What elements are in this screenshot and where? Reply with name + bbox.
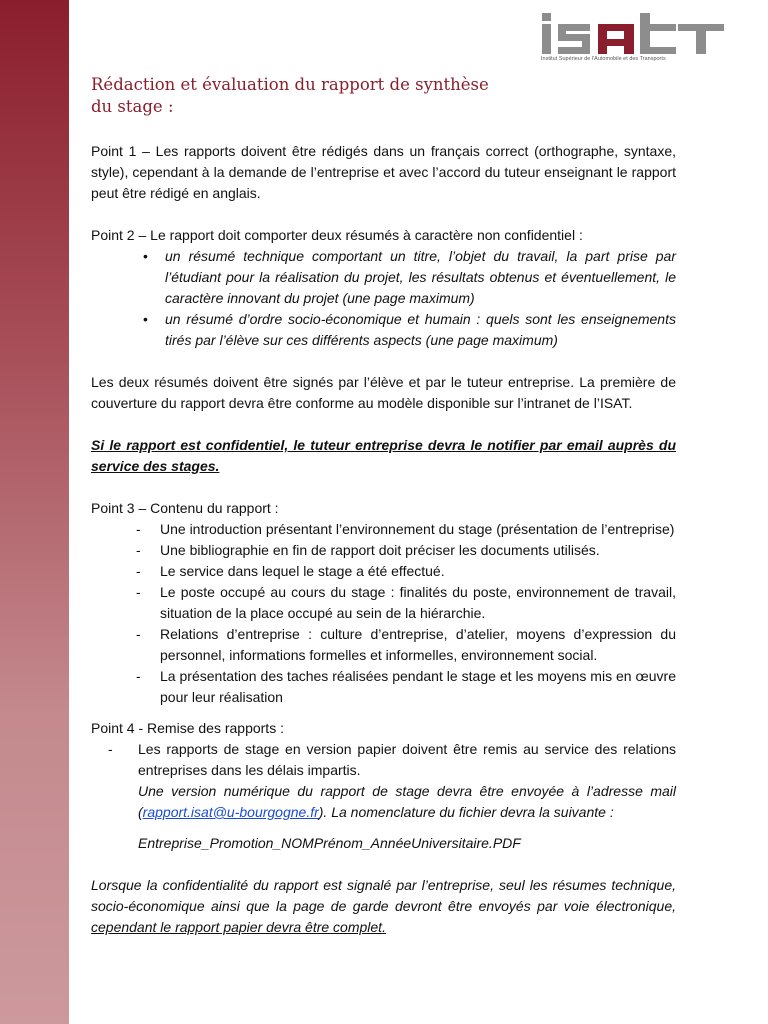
decorative-sidebar	[0, 0, 69, 1024]
title-line-2: du stage :	[91, 97, 174, 116]
numeric-outro: ). La nomenclature du fichier devra la suivante :	[318, 804, 614, 820]
list-item: - Le poste occupé au cours du stage : finalités du poste, environnement de travail, situation de la place occupé au sein de la hiérarchie.	[160, 582, 676, 624]
point-4-heading: Point 4 - Remise des rapports :	[91, 720, 284, 736]
filename-pattern: Entreprise_Promotion_NOMPrénom_AnnéeUniversitaire.PDF	[138, 835, 521, 851]
confidential-note: Si le rapport est confidentiel, le tuteur entreprise devra le notifier par email auprès du service des stages.	[91, 437, 676, 474]
point-1-paragraph: Point 1 – Les rapports doivent être rédigés dans un français correct (orthographe, syntaxe, style), cependant à la demande de l’entreprise et avec l’accord du tuteur enseignant le rapport peut être rédigé en anglais.	[91, 143, 676, 201]
list-item: - Une bibliographie en fin de rapport doit préciser les documents utilisés.	[160, 540, 676, 561]
point-3-heading: Point 3 – Contenu du rapport :	[91, 500, 279, 516]
numeric-version-paragraph	[91, 781, 676, 823]
document-body	[91, 74, 676, 938]
list-item: - La présentation des taches réalisées pendant le stage et les moyens mis en œuvre pour leur réalisation	[160, 666, 676, 708]
point-3-list	[91, 519, 676, 708]
closing-underlined: cependant le rapport papier devra être complet.	[91, 919, 386, 935]
bullet-item: • un résumé d’ordre socio-économique et humain : quels sont les enseignements tirés par l’élève sur ces différents aspects (une page maximum)	[165, 309, 676, 351]
signature-paragraph: Les deux résumés doivent être signés par l’élève et par le tuteur entreprise. La première de couverture du rapport devra être conforme au modèle disponible sur l’intranet de l’ISAT.	[91, 374, 676, 411]
logo-subtitle: Institut Supérieur de l'Automobile et des Transports	[541, 56, 666, 62]
list-item: - Les rapports de stage en version papier doivent être remis au service des relations entreprises dans les délais impartis.	[138, 739, 676, 781]
point-4-list	[91, 739, 676, 781]
document-title	[91, 74, 676, 118]
list-item: - Relations d’entreprise : culture d’entreprise, d’atelier, moyens d’expression du personnel, informations formelles et informelles, environnement social.	[160, 624, 676, 666]
closing-paragraph	[91, 875, 676, 938]
closing-text: Lorsque la confidentialité du rapport est signalé par l’entreprise, seul les résumes technique, socio-économique ainsi que la page de garde devront être envoyés par voie électronique,	[91, 877, 676, 914]
numeric-intro: Une version numérique du rapport de stage devra être envoyée à l’adresse mail (	[138, 783, 676, 820]
list-item: - Le service dans lequel le stage a été effectué.	[160, 561, 676, 582]
list-item: - Une introduction présentant l’environnement du stage (présentation de l’entreprise)	[160, 519, 676, 540]
point-2-heading: Point 2 – Le rapport doit comporter deux résumés à caractère non confidentiel :	[91, 227, 583, 243]
title-line-1: Rédaction et évaluation du rapport de synthèse	[91, 75, 489, 94]
bullet-item: • un résumé technique comportant un titre, l’objet du travail, la part prise par l’étudiant pour la réalisation du projet, les résultats obtenus et éventuellement, le caractère innovant du projet (une page maximum)	[165, 246, 676, 309]
point-2-bullet-list	[91, 246, 676, 351]
email-link[interactable]: rapport.isat@u-bourgogne.fr	[142, 804, 319, 820]
